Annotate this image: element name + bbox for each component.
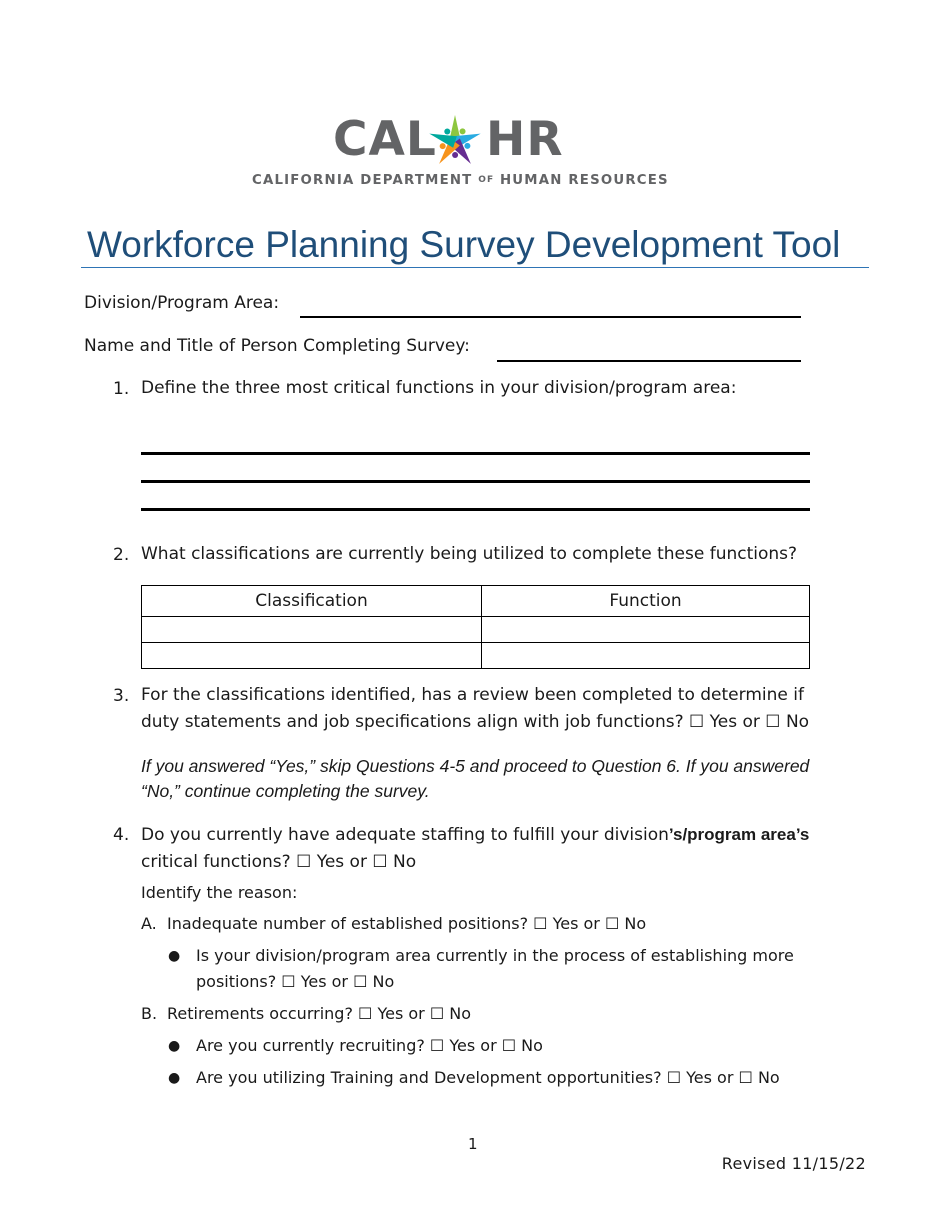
logo-subtitle — [252, 173, 669, 188]
star-head — [452, 152, 458, 158]
table-cell[interactable] — [482, 617, 810, 643]
q1-answer-line-2[interactable] — [141, 480, 810, 483]
q4-a-bullet-1-line-2: positions? ☐ Yes or ☐ No — [196, 972, 395, 991]
q4-b-bullet-1: Are you currently recruiting? ☐ Yes or ☐ No — [196, 1036, 543, 1055]
division-input-line[interactable] — [300, 316, 801, 318]
name-title-input-line[interactable] — [497, 360, 801, 362]
star-head — [460, 128, 466, 134]
q1-answer-line-3[interactable] — [141, 508, 810, 511]
table-header-function: Function — [482, 586, 810, 617]
page-number: 1 — [468, 1135, 478, 1153]
table-cell[interactable] — [142, 643, 482, 669]
table-row — [142, 617, 810, 643]
table-cell[interactable] — [482, 643, 810, 669]
q3-note-line-1: If you answered “Yes,” skip Questions 4-5 and proceed to Question 6. If you answered — [141, 756, 810, 776]
q4-line-1 — [141, 821, 809, 849]
q1-text: Define the three most critical functions in your division/program area: — [141, 378, 737, 398]
logo-text-hr: HR — [486, 112, 564, 167]
q4-line-1a: Do you currently have adequate staffing to fulfill your division — [141, 825, 669, 845]
q4-a-letter: A. — [141, 914, 157, 933]
q4-b-letter: B. — [141, 1004, 158, 1023]
q4-line-2: critical functions? ☐ Yes or ☐ No — [141, 852, 417, 872]
star-people-icon — [426, 108, 484, 170]
table-row — [142, 643, 810, 669]
classification-table — [141, 585, 810, 669]
q4-a-text: Inadequate number of established positions? ☐ Yes or ☐ No — [167, 914, 647, 933]
bullet-icon: ● — [168, 1038, 181, 1054]
star-head — [464, 143, 470, 149]
q4-b-text: Retirements occurring? ☐ Yes or ☐ No — [167, 1004, 471, 1023]
q4-line-1b: ’s/program area’s — [668, 825, 810, 844]
title-divider — [81, 267, 869, 268]
table-header-classification: Classification — [142, 586, 482, 617]
table-cell[interactable] — [142, 617, 482, 643]
division-label: Division/Program Area: — [84, 293, 280, 313]
q2-text: What classifications are currently being utilized to complete these functions? — [141, 544, 798, 564]
name-title-label: Name and Title of Person Completing Survey: — [84, 336, 470, 356]
q3-line-2: duty statements and job specifications align with job functions? ☐ Yes or ☐ No — [141, 712, 810, 732]
revised-date: Revised 11/15/22 — [721, 1154, 866, 1173]
star-head — [440, 143, 446, 149]
bullet-icon: ● — [168, 1070, 181, 1086]
logo-subtitle-of: OF — [478, 175, 495, 185]
bullet-icon: ● — [168, 948, 181, 964]
q1-number: 1. — [113, 379, 130, 399]
q3-note-line-2: “No,” continue completing the survey. — [141, 781, 430, 801]
logo-text-cal: CAL — [333, 112, 437, 167]
logo-subtitle-a: CALIFORNIA DEPARTMENT — [252, 173, 473, 188]
q3-line-1: For the classifications identified, has a review been completed to determine if — [141, 685, 804, 705]
q1-answer-line-1[interactable] — [141, 452, 810, 455]
q3-number: 3. — [113, 686, 130, 706]
q2-number: 2. — [113, 545, 130, 565]
logo-subtitle-b: HUMAN RESOURCES — [499, 173, 669, 188]
star-head — [444, 129, 450, 135]
q4-identify-reason: Identify the reason: — [141, 883, 298, 902]
q4-b-bullet-2: Are you utilizing Training and Development opportunities? ☐ Yes or ☐ No — [196, 1068, 780, 1087]
q4-number: 4. — [113, 825, 130, 845]
page-title: Workforce Planning Survey Development Tool — [87, 224, 841, 265]
q4-a-bullet-1-line-1: Is your division/program area currently in the process of establishing more — [196, 946, 794, 965]
